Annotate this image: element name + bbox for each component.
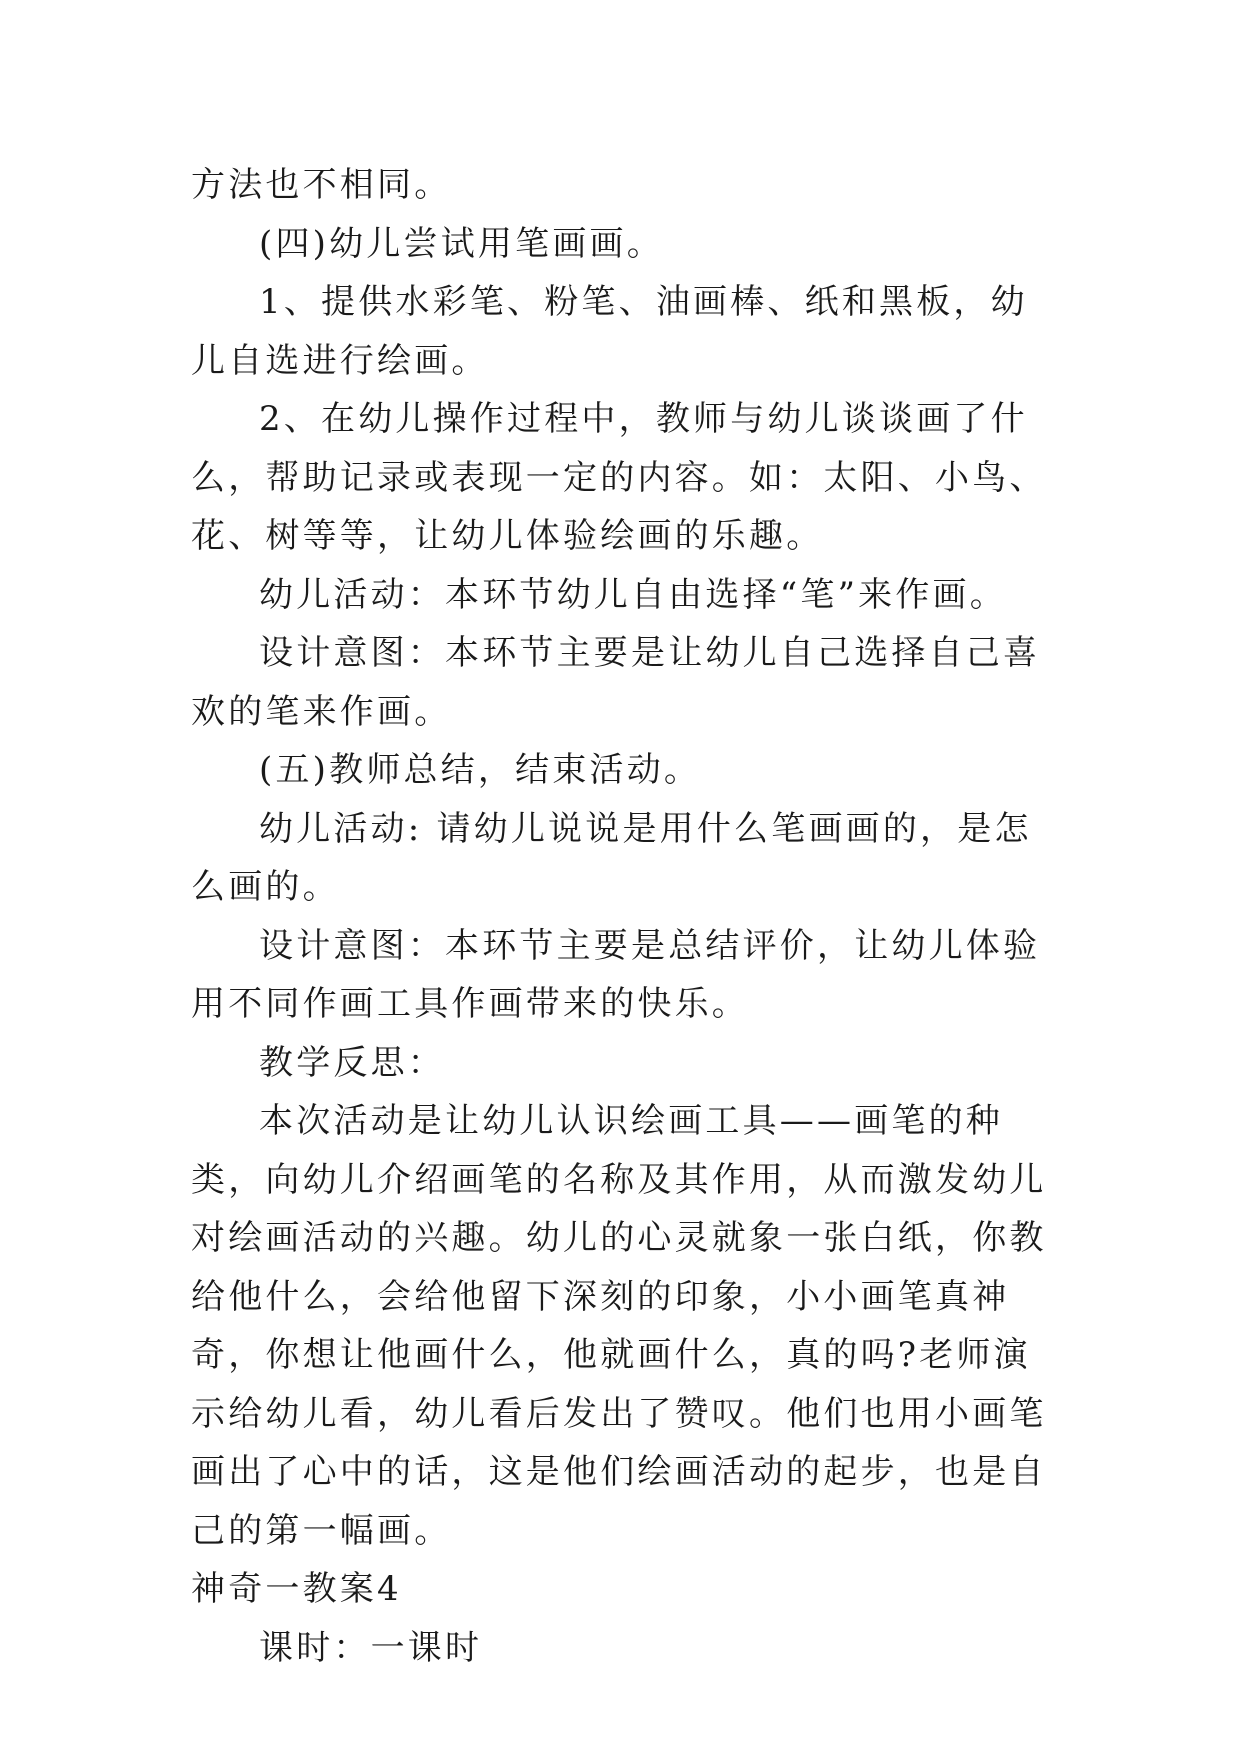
section-heading-four: (四)幼儿尝试用笔画画。 bbox=[259, 223, 664, 264]
step-one-paragraph: 1、提供水彩笔、粉笔、油画棒、纸和黑板，幼儿自选进行绘画。 bbox=[191, 282, 1028, 381]
document-body bbox=[191, 156, 1051, 1677]
design-intent-paragraph-2: 设计意图：本环节主要是总结评价，让幼儿体验用不同作画工具作画带来的快乐。 bbox=[191, 925, 1041, 1024]
step-two-paragraph: 2、在幼儿操作过程中，教师与幼儿谈谈画了什么，帮助记录或表现一定的内容。如：太阳、小鸟、花、树等等，让幼儿体验绘画的乐趣。 bbox=[191, 399, 1047, 556]
paragraph-continuation: 方法也不相同。 bbox=[191, 165, 452, 205]
teaching-reflection-label: 教学反思： bbox=[259, 1042, 445, 1083]
design-intent-paragraph: 设计意图：本环节主要是让幼儿自己选择自己喜欢的笔来作画。 bbox=[191, 633, 1041, 732]
child-activity-paragraph: 幼儿活动：本环节幼儿自由选择“笔”来作画。 bbox=[259, 574, 1007, 615]
teaching-reflection-paragraph: 本次活动是让幼儿认识绘画工具——画笔的种类，向幼儿介绍画笔的名称及其作用，从而激发幼儿对绘画活动的兴趣。幼儿的心灵就象一张白纸，你教给他什么，会给他留下深刻的印象，小小画笔真神奇，你想让他画什么，他就画什么，真的吗?老师演示给幼儿看，幼儿看后发出了赞叹。他们也用小画笔画出了心中的话，这是他们绘画活动的起步，也是自己的第一幅画。 bbox=[191, 1101, 1047, 1551]
lesson-time-paragraph: 课时：一课时 bbox=[259, 1627, 483, 1668]
section-title: 神奇一教案4 bbox=[191, 1569, 402, 1609]
section-heading-five: (五)教师总结，结束活动。 bbox=[259, 750, 702, 790]
child-activity-paragraph-2: 幼儿活动: 请幼儿说说是用什么笔画画的，是怎么画的。 bbox=[191, 808, 1032, 907]
